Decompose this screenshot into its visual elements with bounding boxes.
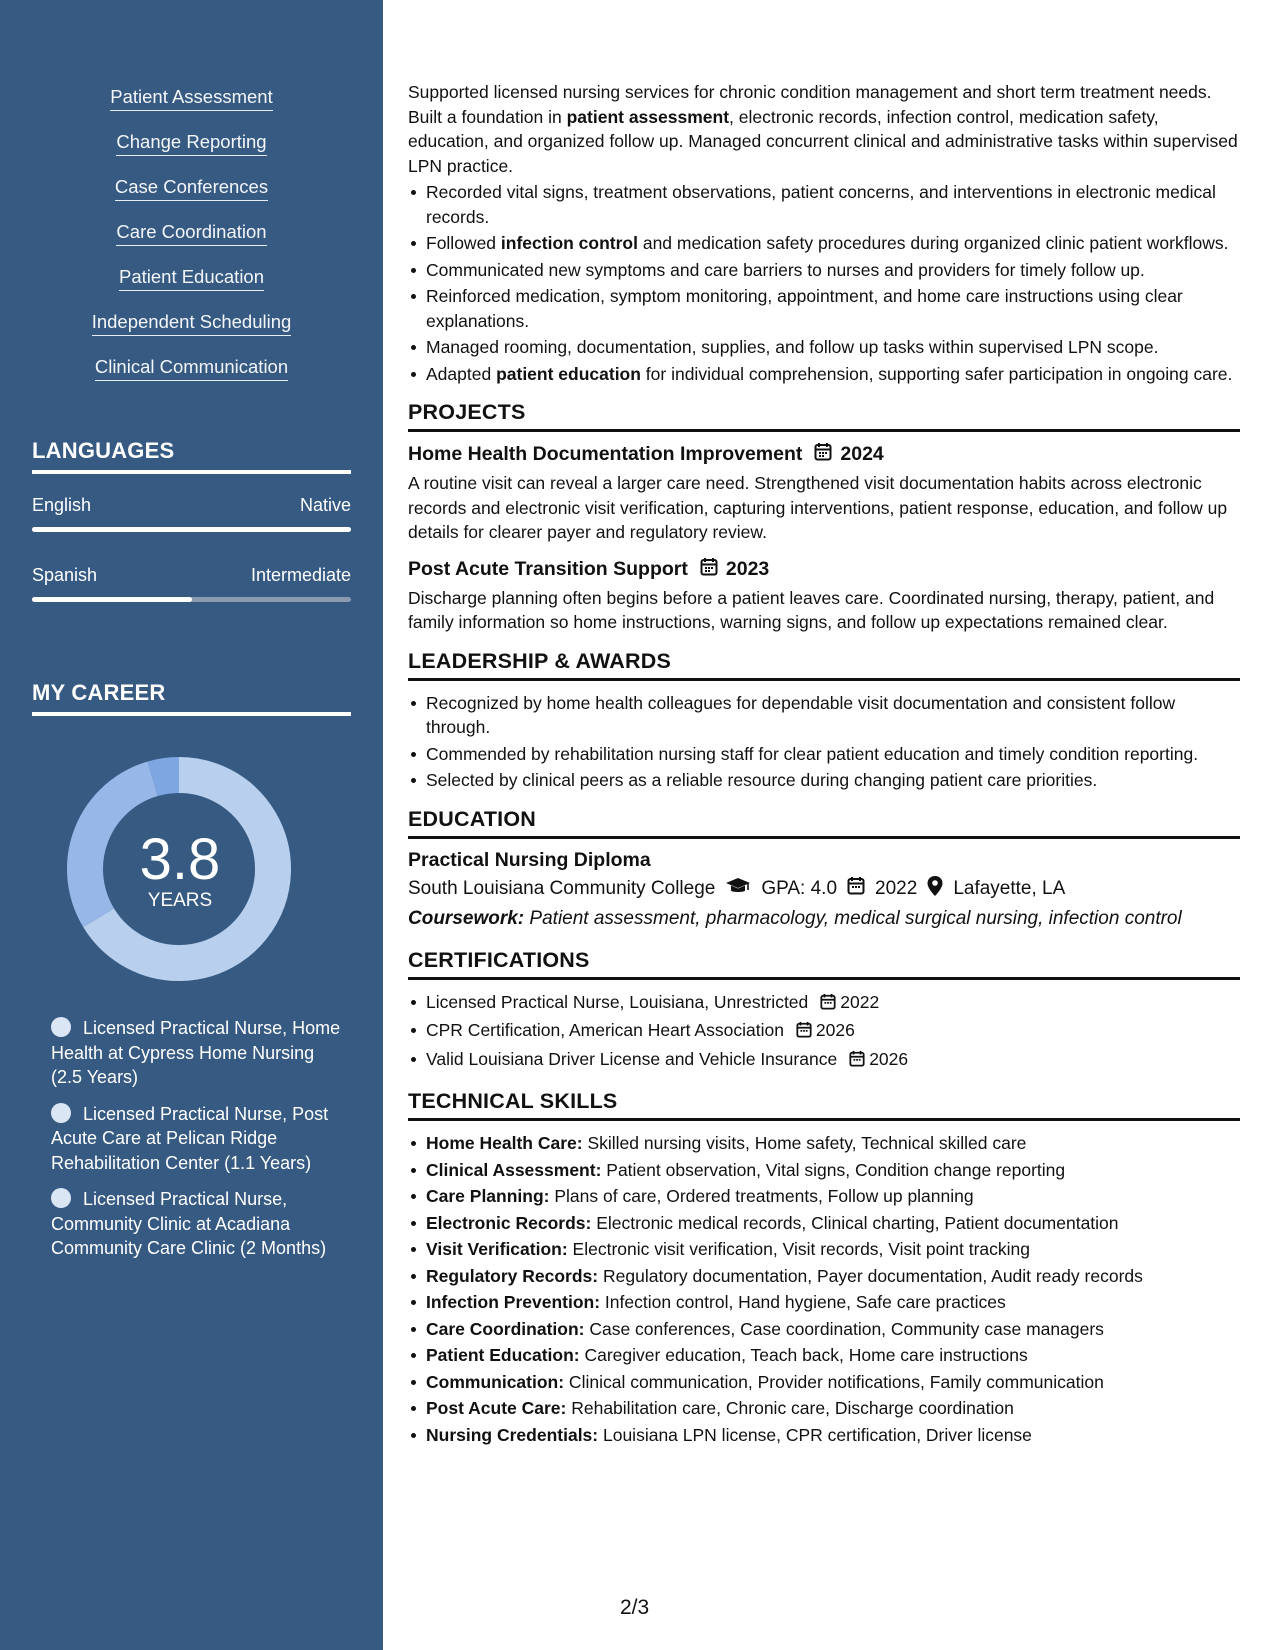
- strength-item[interactable]: [0, 311, 383, 356]
- project-title: Post Acute Transition Support: [408, 557, 688, 580]
- career-total-unit: YEARS: [147, 890, 213, 911]
- strength-item[interactable]: [0, 221, 383, 266]
- project-title: Home Health Documentation Improvement: [408, 443, 803, 465]
- list-item: Selected by clinical peers as a reliable resource during changing patient care priorities.: [408, 768, 1240, 793]
- summary-text: Supported licensed nursing services for chronic condition management and short term treatment needs. Built a foundation in: [408, 82, 1212, 127]
- skill-category: Infection Prevention:: [426, 1292, 601, 1312]
- skill-values: Regulatory documentation, Payer documentation, Audit ready records: [598, 1265, 1143, 1286]
- language-name: English: [32, 495, 92, 515]
- strength-item[interactable]: [0, 86, 383, 131]
- language-level: Intermediate: [250, 565, 351, 585]
- list-item: [408, 1290, 1240, 1315]
- strengths-list: [0, 86, 383, 401]
- experience-bullets: [408, 180, 1240, 386]
- project-description: A routine visit can reveal a larger care need. Strengthened visit documentation habits across electronic records and electronic visit verification, capturing interventions, patient response, education, and follow up details for clearer payer and regulatory review.: [408, 473, 1228, 542]
- calendar-icon: [820, 992, 836, 1017]
- calendar-icon: [814, 442, 832, 467]
- language-bar-fill: [32, 527, 351, 532]
- strength-label[interactable]: Change Reporting: [116, 131, 266, 156]
- bullet-text: for individual comprehension, supporting safer participation in ongoing care.: [640, 363, 1233, 384]
- career-item-text: Licensed Practical Nurse, Post Acute Care at Pelican Ridge Rehabilitation Center (1.1 Years): [51, 1103, 329, 1173]
- skill-values: Louisiana LPN license, CPR certification, Driver license: [598, 1424, 1032, 1445]
- skill-values: Patient observation, Vital signs, Condition change reporting: [601, 1159, 1066, 1180]
- project-title-row: [408, 442, 1240, 467]
- calendar-icon: [849, 1049, 865, 1074]
- career-item-text: Licensed Practical Nurse, Community Clinic at Acadiana Community Care Clinic (2 Months): [51, 1189, 327, 1258]
- list-item: [408, 284, 1240, 333]
- skill-category: Patient Education:: [426, 1345, 580, 1365]
- skill-category: Communication:: [426, 1371, 565, 1392]
- strength-item[interactable]: [0, 356, 383, 401]
- education-heading: EDUCATION: [408, 807, 1240, 839]
- language-bar-fill: [32, 597, 192, 602]
- leadership-list: [408, 691, 1240, 793]
- calendar-icon: [847, 876, 865, 901]
- career-dot-icon: [51, 1017, 71, 1037]
- career-item-text: Licensed Practical Nurse, Home Health at Cypress Home Nursing (2.5 Years): [51, 1018, 341, 1087]
- language-level: Native: [299, 495, 351, 515]
- list-item: [408, 1317, 1240, 1342]
- skill-values: Infection control, Hand hygiene, Safe care practices: [600, 1292, 1006, 1312]
- gpa: GPA: 4.0: [761, 877, 838, 899]
- career-item: [51, 1187, 341, 1261]
- list-item: [408, 1184, 1240, 1209]
- skill-values: Skilled nursing visits, Home safety, Technical skilled care: [582, 1133, 1027, 1153]
- list-item: [408, 1158, 1240, 1183]
- skill-values: Electronic visit verification, Visit records, Visit point tracking: [567, 1239, 1030, 1259]
- list-item: [408, 1370, 1240, 1395]
- career-segment: [153, 775, 179, 779]
- skills-list: [408, 1131, 1240, 1447]
- strength-label[interactable]: Clinical Communication: [95, 356, 288, 381]
- graduation-cap-icon: [725, 877, 751, 901]
- list-item: [408, 231, 1240, 256]
- cert-name: Valid Louisiana Driver License and Vehicle Insurance: [426, 1048, 838, 1069]
- list-item: [408, 258, 1240, 283]
- list-item: [408, 1047, 1240, 1074]
- school-name: South Louisiana Community College: [408, 877, 716, 899]
- project-year: 2023: [725, 557, 770, 580]
- skill-values: Plans of care, Ordered treatments, Follow up planning: [549, 1186, 974, 1206]
- list-item: [408, 1343, 1240, 1368]
- project-description: Discharge planning often begins before a patient leaves care. Coordinated nursing, therapy, patient, and family information so home instructions, warning signs, and follow up expectations remained clear.: [408, 587, 1215, 632]
- skill-category: Post Acute Care:: [426, 1398, 567, 1418]
- list-item: [408, 335, 1240, 360]
- degree-title: Practical Nursing Diploma: [408, 848, 651, 871]
- coursework-label: Coursework:: [408, 907, 525, 929]
- strength-label[interactable]: Case Conferences: [115, 176, 268, 201]
- skill-category: Clinical Assessment:: [426, 1159, 602, 1180]
- list-item: [408, 990, 1240, 1017]
- list-item: [408, 1264, 1240, 1289]
- projects-heading: PROJECTS: [408, 400, 1240, 432]
- skill-values: Caregiver education, Teach back, Home care instructions: [579, 1345, 1028, 1365]
- calendar-icon: [700, 557, 718, 582]
- list-item: [408, 1423, 1240, 1448]
- list-item: Commended by rehabilitation nursing staff for clear patient education and timely condition reporting.: [408, 742, 1240, 767]
- career-item: [51, 1102, 341, 1176]
- calendar-icon: [796, 1020, 812, 1045]
- skill-category: Visit Verification:: [426, 1239, 568, 1259]
- bullet-bold: infection control: [500, 233, 638, 253]
- leadership-heading: LEADERSHIP & AWARDS: [408, 649, 1240, 681]
- list-item: [408, 362, 1240, 387]
- career-heading: MY CAREER: [32, 680, 351, 716]
- summary-paragraph: [408, 80, 1240, 178]
- main-content: [408, 80, 1240, 1449]
- certifications-heading: CERTIFICATIONS: [408, 948, 1240, 980]
- bullet-text: Reinforced medication, symptom monitoring, appointment, and home care instructions using clear explanations.: [426, 286, 1183, 331]
- strength-item[interactable]: [0, 266, 383, 311]
- career-dot-icon: [51, 1103, 71, 1123]
- certifications-list: [408, 990, 1240, 1074]
- list-item: Recognized by home health colleagues for dependable visit documentation and consistent follow through.: [408, 691, 1240, 740]
- skill-category: Electronic Records:: [426, 1212, 592, 1233]
- list-item: [408, 1131, 1240, 1156]
- bullet-text: Communicated new symptoms and care barriers to nurses and providers for timely follow up.: [426, 259, 1145, 280]
- cert-name: Licensed Practical Nurse, Louisiana, Unrestricted: [426, 991, 809, 1012]
- bullet-text: Followed: [426, 233, 501, 253]
- page-number: 2/3: [620, 1596, 650, 1619]
- cert-year: 2022: [840, 991, 880, 1012]
- bullet-bold: patient education: [496, 363, 641, 384]
- skill-category: Home Health Care:: [426, 1133, 583, 1153]
- cert-name: CPR Certification, American Heart Association: [426, 1020, 784, 1040]
- coursework: [408, 908, 1240, 930]
- skill-category: Regulatory Records:: [426, 1265, 599, 1286]
- language-name: Spanish: [32, 565, 98, 585]
- coursework-text: Patient assessment, pharmacology, medical surgical nursing, infection control: [529, 907, 1182, 929]
- bullet-text: Recorded vital signs, treatment observations, patient concerns, and interventions in electronic medical records.: [426, 182, 1216, 227]
- list-item: [408, 1396, 1240, 1421]
- strength-label[interactable]: Independent Scheduling: [92, 311, 292, 336]
- skill-values: Rehabilitation care, Chronic care, Discharge coordination: [566, 1398, 1014, 1418]
- skills-heading: TECHNICAL SKILLS: [408, 1089, 1240, 1121]
- map-pin-icon: [927, 876, 943, 902]
- bullet-text: Managed rooming, documentation, supplies, and follow up tasks within supervised LPN scope.: [426, 337, 1159, 357]
- language-bar: [32, 527, 351, 532]
- strength-item[interactable]: [0, 131, 383, 176]
- cert-year: 2026: [815, 1020, 855, 1040]
- education-details: [408, 876, 1240, 902]
- languages-heading: LANGUAGES: [32, 438, 351, 474]
- summary-text: , electronic records, infection control, medication safety, education, and organized follow up. Managed concurrent clinical and administrative tasks within supervised LPN practice.: [408, 106, 1238, 176]
- career-dot-icon: [51, 1188, 71, 1208]
- bullet-text: Adapted: [426, 363, 497, 384]
- skill-values: Electronic medical records, Clinical charting, Patient documentation: [591, 1212, 1119, 1233]
- skill-values: Case conferences, Case coordination, Community case managers: [584, 1318, 1104, 1339]
- skill-values: Clinical communication, Provider notifications, Family communication: [564, 1371, 1104, 1392]
- list-item: [408, 180, 1240, 229]
- list-item: [408, 1237, 1240, 1262]
- career-item: [51, 1016, 341, 1090]
- graduation-year: 2022: [875, 877, 918, 899]
- bullet-text: and medication safety procedures during organized clinic patient workflows.: [637, 233, 1229, 253]
- strength-label[interactable]: Care Coordination: [116, 221, 266, 246]
- cert-year: 2026: [869, 1048, 909, 1069]
- project-year: 2024: [840, 443, 884, 465]
- sidebar: [0, 0, 383, 1650]
- language-bar: [32, 597, 351, 602]
- list-item: [408, 1211, 1240, 1236]
- project-title-row: [408, 557, 1240, 582]
- list-item: [408, 1018, 1240, 1045]
- skill-category: Care Coordination:: [426, 1318, 585, 1339]
- skill-category: Nursing Credentials:: [426, 1424, 599, 1445]
- skill-category: Care Planning:: [426, 1186, 550, 1206]
- summary-bold: patient assessment: [566, 106, 730, 127]
- strength-label[interactable]: Patient Assessment: [110, 86, 272, 111]
- strength-label[interactable]: Patient Education: [119, 266, 264, 291]
- career-total-value: 3.8: [139, 827, 221, 892]
- school-location: Lafayette, LA: [953, 877, 1066, 899]
- strength-item[interactable]: [0, 176, 383, 221]
- career-list: [51, 1016, 341, 1273]
